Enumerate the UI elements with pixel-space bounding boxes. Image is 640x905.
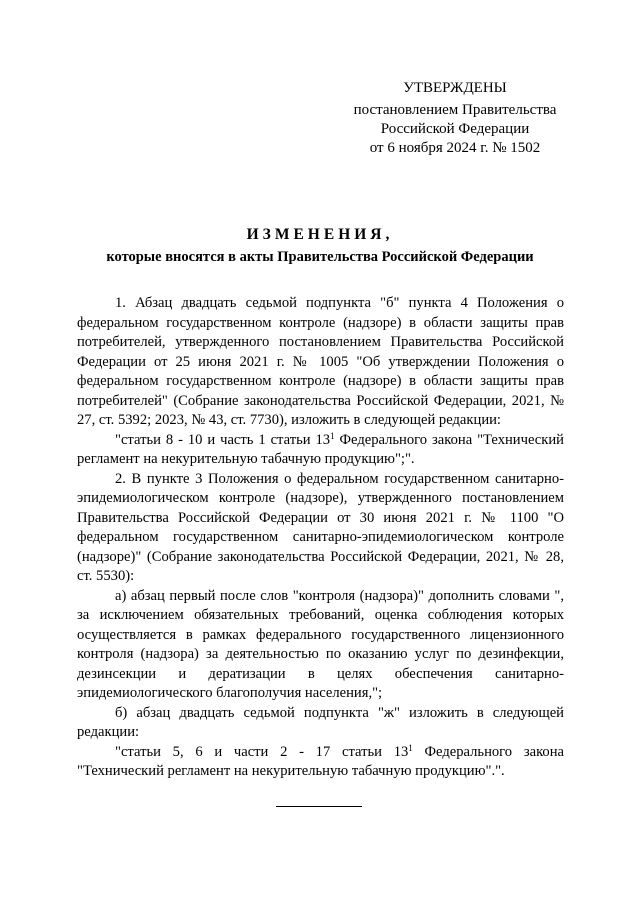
document-subtitle: которые вносятся в акты Правительства Российской Федерации <box>106 249 534 265</box>
approval-block <box>332 79 578 158</box>
superscript: 1 <box>408 742 413 753</box>
paragraph-item-1: 1. Абзац двадцать седьмой подпункта "б" пункта 4 Положения о федеральном государственном контроле (надзоре) в области защиты прав потребителей, утвержденного постановлением Правительства Российской Федерации от 25 июня 2021 г. № 1005 "Об утверждении Положения о федеральном государственном контроле (надзоре) в области защиты прав потребителей" (Собрание законодательства Российской Федерации, 2021, № 27, ст. 5392; 2023, № 43, ст. 7730), изложить в следующей редакции: <box>77 295 564 428</box>
document-title: ИЗМЕНЕНИЯ, <box>246 226 394 243</box>
approval-date-line: от 6 ноября 2024 г. № 1502 <box>369 140 541 156</box>
quote-text: "статьи 8 - 10 и часть 1 статьи 13 <box>115 431 331 448</box>
paragraph-quote-1 <box>77 431 564 470</box>
superscript: 1 <box>330 430 335 441</box>
approval-title: УТВЕРЖДЕНЫ <box>403 80 507 96</box>
paragraph-subitem-b: б) абзац двадцать седьмой подпункта "ж" изложить в следующей редакции: <box>77 704 564 740</box>
paragraph-quote-2 <box>77 743 564 782</box>
document-body <box>77 294 564 782</box>
paragraph-item-2: 2. В пункте 3 Положения о федеральном государственном санитарно-эпидемиологическом контроле (надзоре), утвержденного постановлением Правительства Российской Федерации от 30 июня 2021 г. № 1100 "О федеральном государственном санитарно-эпидемиологическом контроле (надзоре)" (Собрание законодательства Российской Федерации, 2021, № 28, ст. 5530): <box>77 470 564 584</box>
quote-text: Федерального закона "Технический регламент на некурительную табачную продукцию".". <box>77 743 565 779</box>
end-divider <box>276 806 362 807</box>
paragraph-subitem-a: а) абзац первый после слов "контроля (надзора)" дополнить словами ", за исключением обязательных требований, оценка соблюдения которых осуществляется в рамках федерального государственного лицензионного контроля (надзора) за деятельностью по оказанию услуг по дезинфекции, дезинсекции и дератизации в целях обеспечения санитарно-эпидемиологического благополучия населения,"; <box>77 587 564 701</box>
quote-text: Федерального закона "Технический регламент на некурительную табачную продукцию";". <box>77 431 564 467</box>
approval-line: Российской Федерации <box>380 121 530 137</box>
quote-text: "статьи 5, 6 и части 2 - 17 статьи 13 <box>115 743 409 760</box>
approval-line: постановлением Правительства <box>353 102 557 118</box>
